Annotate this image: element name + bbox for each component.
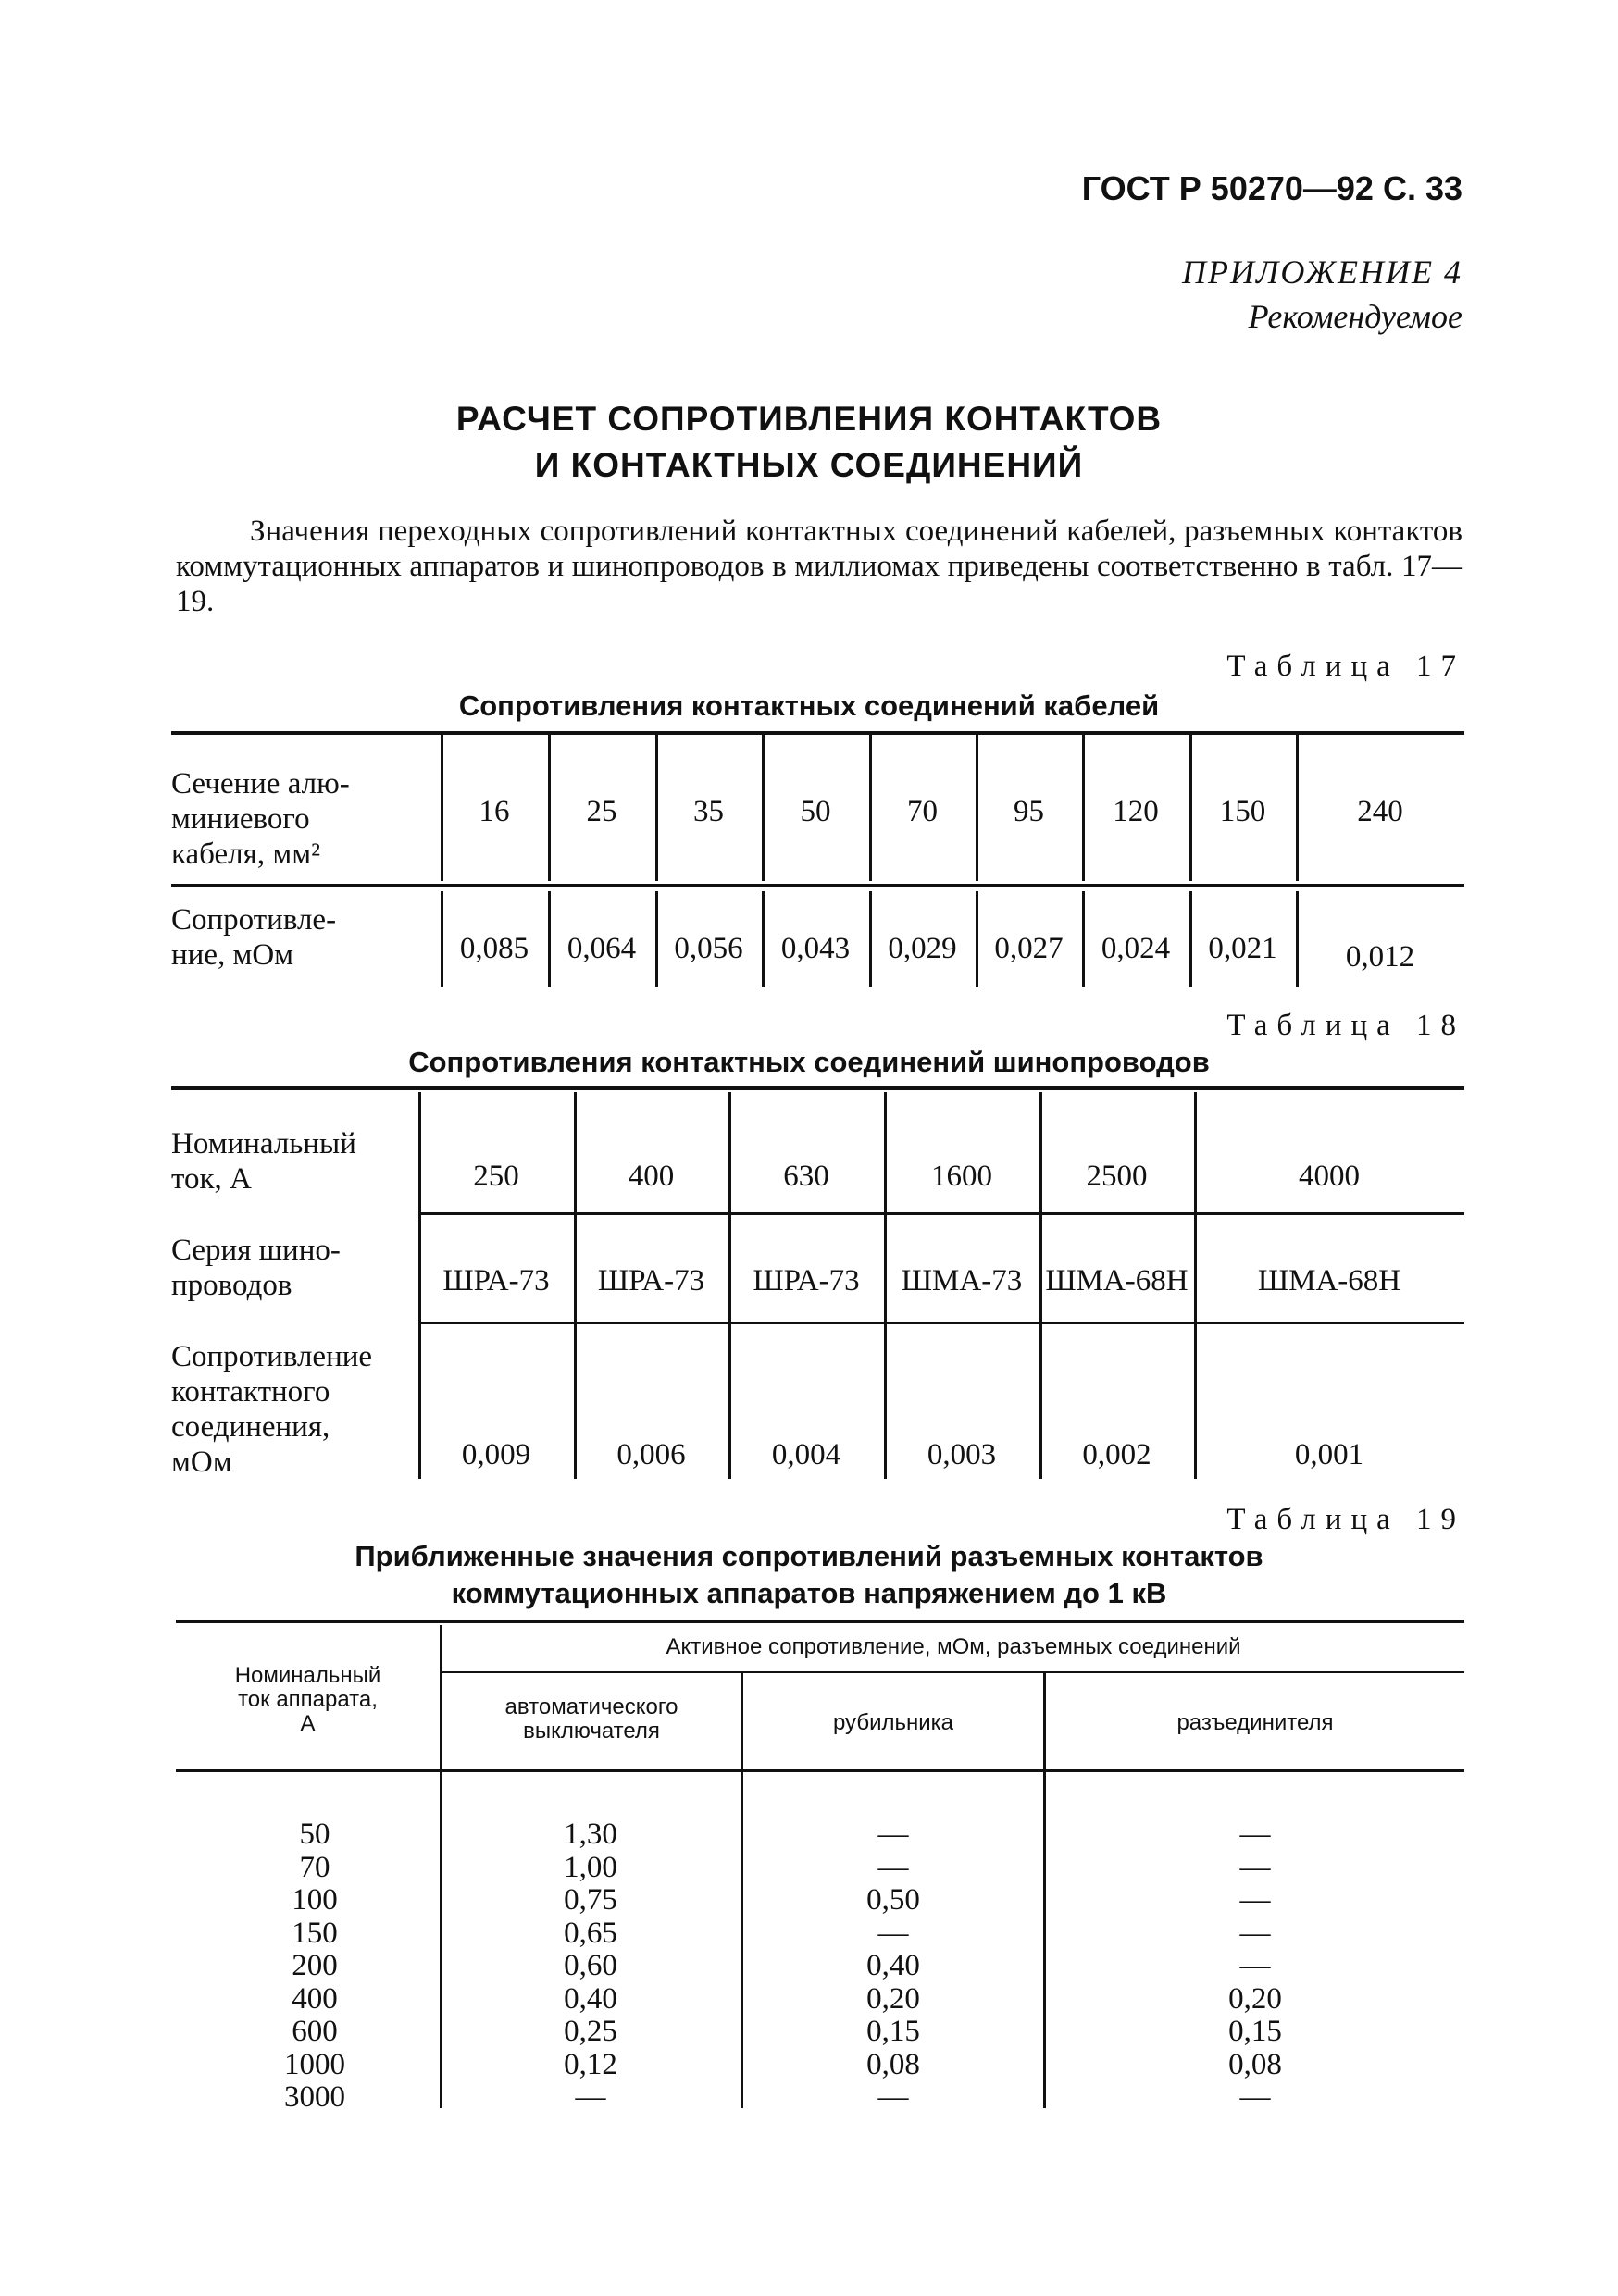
table17-section-cell: 150: [1219, 795, 1266, 828]
table18-resistance-cell: 0,009: [461, 1438, 531, 1471]
table19-cell: —: [877, 1850, 909, 1884]
table19-cell: 0,08: [866, 2047, 920, 2081]
appendix-block: [1182, 250, 1462, 339]
table17-resistance-cell: 0,043: [780, 932, 851, 965]
table19-cell: 50: [299, 1818, 330, 1851]
table19-cell: —: [877, 2080, 909, 2114]
table18-resistance-cell: 0,002: [1082, 1438, 1151, 1471]
table17-resistance-cell: 0,029: [888, 932, 957, 965]
table18-series-cell: ШРА-73: [597, 1264, 705, 1297]
table19-cell: 600: [292, 2015, 338, 2048]
table19-cell: —: [877, 1916, 909, 1950]
table19-cell: 0,50: [866, 1883, 920, 1917]
header-line: кабеля, мм²: [171, 838, 320, 871]
table18-series-cell: ШРА-73: [442, 1264, 550, 1297]
table18-current-cell: 4000: [1299, 1160, 1360, 1193]
header-line: Сечение алю-: [171, 767, 350, 800]
table17-resistance-cell: 0,024: [1101, 932, 1171, 965]
table19-cell: 0,08: [1228, 2047, 1282, 2081]
page-title-line-1: РАСЧЕТ СОПРОТИВЛЕНИЯ КОНТАКТОВ: [455, 400, 1163, 438]
intro-text: Значения переходных сопротивлений контактных соединений кабелей, разъемных контактов коммутационных аппаратов и шинопроводов в миллиомах приведены соответственно в табл. 17—19.: [176, 515, 1462, 618]
table19-cell: —: [1239, 1850, 1271, 1884]
table19-cell: 3000: [284, 2080, 345, 2114]
table17-section-cell: 240: [1357, 795, 1403, 828]
table19-cell: —: [1239, 1883, 1271, 1917]
table17-section-cell: 95: [1014, 795, 1044, 828]
table18-title: Сопротивления контактных соединений шинопроводов: [408, 1046, 1210, 1078]
table19-cell: 0,40: [564, 1981, 617, 2016]
table19-title: [0, 1538, 1618, 1612]
table18-row3-header: [171, 1339, 412, 1480]
header-line: соединения,: [171, 1410, 330, 1444]
table19-cell: —: [1239, 1818, 1271, 1851]
table19-group-header: Активное сопротивление, мОм, разъемных соединений: [666, 1634, 1241, 1659]
table19-cell: —: [1239, 2080, 1271, 2114]
table18-current-cell: 250: [473, 1160, 519, 1193]
table17-row1-header: [171, 766, 430, 872]
header-line: ток аппарата,: [238, 1687, 378, 1712]
table19-title-line-1: Приближенные значения сопротивлений разъемных контактов: [355, 1540, 1263, 1572]
table17-resistance-cell: 0,064: [566, 932, 637, 965]
header-line: Серия шино-: [171, 1234, 341, 1267]
table17-section-cell: 16: [479, 795, 510, 828]
table17-section-cell: 70: [907, 795, 938, 828]
table19-cell: 0,65: [564, 1916, 617, 1950]
table19-title-line-2: коммутационных аппаратов напряжением до 1 кВ: [451, 1577, 1167, 1609]
header-line: ток, А: [171, 1162, 252, 1196]
table17-section-cell: 120: [1113, 795, 1159, 828]
table18-current-cell: 2500: [1086, 1160, 1148, 1193]
table19-cell: 0,15: [1228, 2015, 1282, 2048]
table19-label: Таблица 19: [1226, 1503, 1465, 1536]
table19-cell: 150: [292, 1916, 338, 1950]
table17-resistance-cell: 0,085: [459, 932, 529, 965]
table19-cell: 100: [292, 1883, 338, 1917]
table18-label: Таблица 18: [1226, 1009, 1465, 1042]
header-line: Сопротивление: [171, 1340, 373, 1373]
table17-resistance-cell: 0,027: [994, 932, 1064, 965]
table19-cell: 0,75: [564, 1883, 617, 1917]
table18-top-rule: [171, 1086, 1464, 1090]
table17-section-cell: 50: [800, 795, 831, 828]
table19-cell: 0,15: [866, 2015, 920, 2048]
table18-current-cell: 400: [628, 1160, 675, 1193]
header-line: автоматического: [504, 1694, 678, 1719]
table18-row1-header: [171, 1126, 412, 1197]
table19-cell: 0,60: [564, 1949, 617, 1982]
table17-row2-header: [171, 902, 430, 973]
table17-section-cell: 25: [586, 795, 617, 828]
table19-cell: 0,25: [564, 2015, 617, 2048]
table19-header-rule: [176, 1769, 1464, 1772]
header-line: проводов: [171, 1269, 292, 1302]
table19-cell: —: [1239, 1916, 1271, 1950]
table17-resistance-cell: 0,021: [1208, 932, 1277, 965]
table17-resistance-cell: 0,012: [1345, 940, 1415, 974]
table19-cell: —: [1239, 1949, 1271, 1982]
table17-row-rule: [171, 884, 1464, 887]
header-line: ние, мОм: [171, 938, 294, 972]
table19-group-rule: [440, 1671, 1464, 1673]
table18-series-cell: ШМА-68Н: [1045, 1264, 1189, 1297]
table19-cell: 200: [292, 1949, 338, 1982]
table19-col0-header: [176, 1664, 440, 1736]
table19-cell: 70: [299, 1850, 330, 1884]
table17-label: Таблица 17: [1226, 650, 1465, 683]
page-title: [0, 396, 1618, 489]
table19-cell: 0,20: [866, 1981, 920, 2016]
table18-series-cell: ШРА-73: [753, 1264, 860, 1297]
appendix-status: Рекомендуемое: [1248, 298, 1462, 335]
document-reference: ГОСТ Р 50270—92 С. 33: [1081, 169, 1462, 207]
table19-cell: 0,12: [564, 2047, 617, 2081]
header-line: А: [300, 1711, 316, 1736]
table19-cell: —: [877, 1818, 909, 1851]
table19-cell: 400: [292, 1981, 338, 2016]
table19-cell: 1,30: [564, 1818, 617, 1851]
appendix-title: ПРИЛОЖЕНИЕ 4: [1182, 254, 1462, 291]
header-line: мОм: [171, 1446, 232, 1479]
table19-cell: —: [575, 2080, 606, 2114]
table19-col2-header: рубильника: [832, 1710, 954, 1735]
table18-series-cell: ШМА-73: [901, 1264, 1023, 1297]
table18-resistance-cell: 0,004: [771, 1438, 841, 1471]
header-line: Сопротивле-: [171, 903, 337, 937]
table19-cell: 0,40: [866, 1949, 920, 1982]
table18-current-cell: 1600: [931, 1160, 992, 1193]
table19-col3-header: разъединителя: [1176, 1710, 1334, 1735]
table19-cell: 0,20: [1228, 1981, 1282, 2016]
header-line: Номинальный: [234, 1663, 381, 1688]
page-title-line-2: И КОНТАКТНЫХ СОЕДИНЕНИЙ: [534, 446, 1084, 484]
table19-top-rule: [176, 1620, 1464, 1623]
header-line: выключателя: [523, 1719, 660, 1744]
table18-resistance-cell: 0,006: [616, 1438, 686, 1471]
table17-top-rule: [171, 731, 1464, 735]
table18-series-cell: ШМА-68Н: [1257, 1264, 1401, 1297]
table17-resistance-cell: 0,056: [674, 932, 743, 965]
table19-cell: 1,00: [564, 1850, 617, 1884]
table19-col1-header: [442, 1695, 741, 1744]
table18-row2-header: [171, 1233, 412, 1303]
header-line: миниевого: [171, 802, 310, 836]
header-line: Номинальный: [171, 1127, 356, 1160]
table18-current-cell: 630: [783, 1160, 829, 1193]
table17-title: Сопротивления контактных соединений кабелей: [458, 689, 1160, 722]
intro-paragraph: [176, 514, 1462, 619]
table17-section-cell: 35: [693, 795, 724, 828]
table18-resistance-cell: 0,001: [1294, 1438, 1364, 1471]
table19-cell: 1000: [284, 2047, 345, 2081]
table18-resistance-cell: 0,003: [927, 1438, 997, 1471]
header-line: контактного: [171, 1375, 330, 1409]
